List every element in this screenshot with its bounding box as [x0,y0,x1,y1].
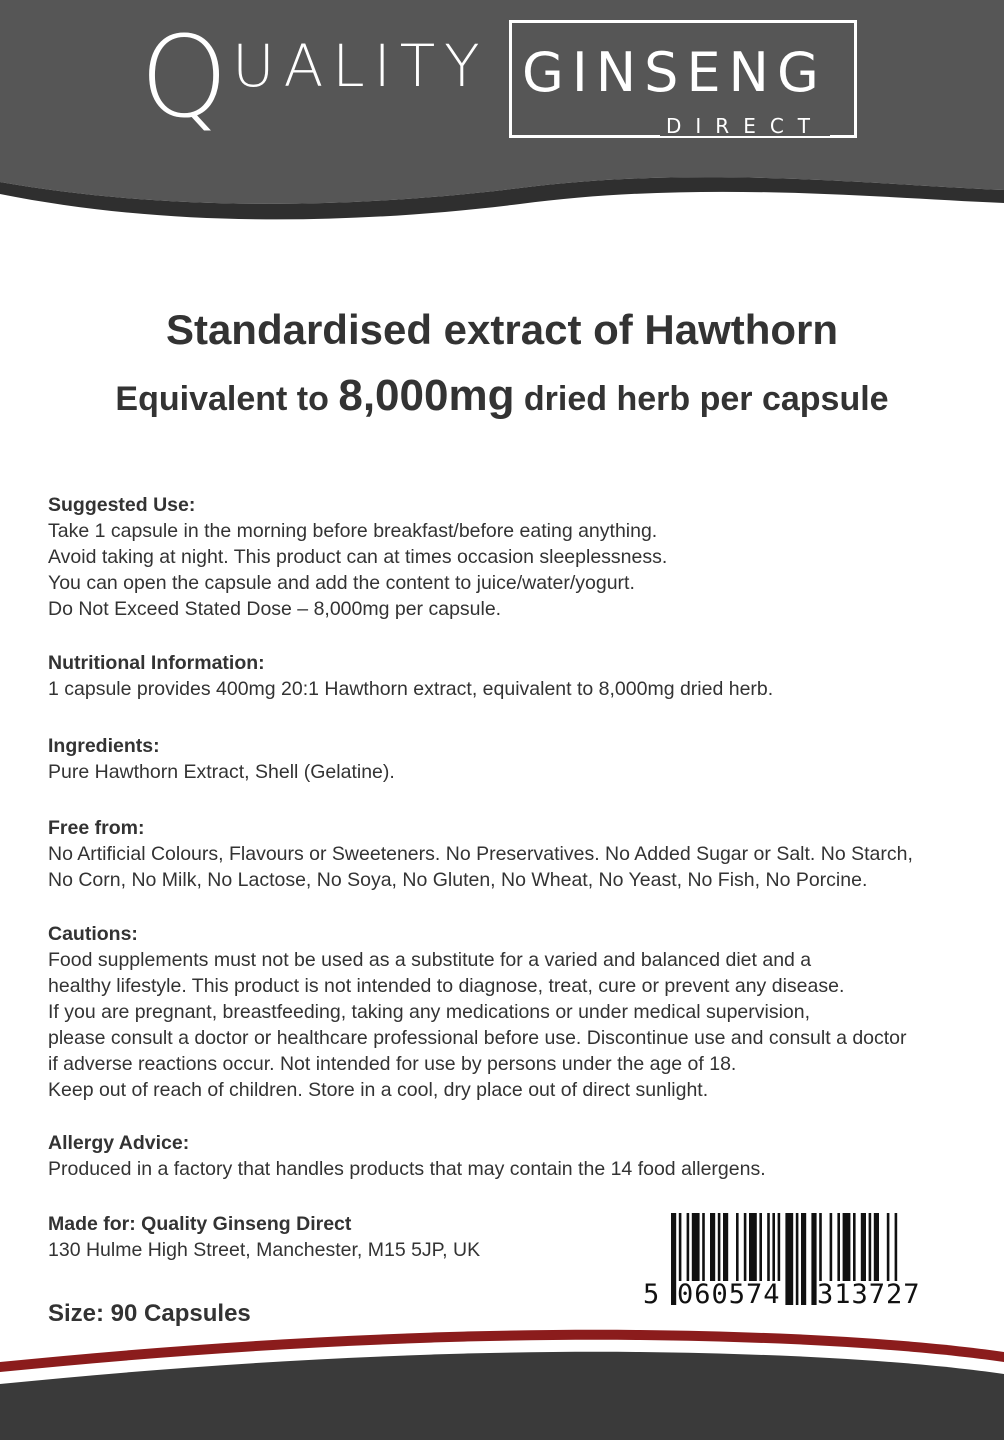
barcode-bar [811,1213,816,1305]
section-suggested-use [48,492,948,622]
suggested-use-line: Take 1 capsule in the morning before breakfast/before eating anything. [48,520,658,542]
barcode-digits-left: 060574 [677,1279,781,1310]
made-for-heading: Made for: Quality Ginseng Direct [48,1213,352,1235]
cautions-line: Keep out of reach of children. Store in a cool, dry place out of direct sunlight. [48,1079,709,1101]
free-from-line: No Artificial Colours, Flavours or Sweeteners. No Preservatives. No Added Sugar or Salt. No Starch, [48,843,913,865]
cautions-line: If you are pregnant, breastfeeding, taking any medications or under medical supervision, [48,1001,811,1023]
barcode-digit-first: 5 [643,1279,660,1310]
product-subtitle [0,371,1004,421]
subtitle-suffix: dried herb per capsule [514,380,889,418]
brand-logo-direct: DIRECT [660,116,830,136]
ingredients-heading: Ingredients: [48,735,160,757]
nutritional-line: 1 capsule provides 400mg 20:1 Hawthorn extract, equivalent to 8,000mg dried herb. [48,678,774,700]
subtitle-dose: 8,000mg [338,371,515,420]
cautions-line: if adverse reactions occur. Not intended for use by persons under the age of 18. [48,1053,737,1075]
section-allergy-advice [48,1130,948,1182]
cautions-line: please consult a doctor or healthcare professional before use. Discontinue use and consult a doctor [48,1027,907,1049]
logo-q-letter: Q [140,13,233,143]
suggested-use-heading: Suggested Use: [48,494,196,516]
section-nutritional-information [48,650,948,702]
allergy-line: Produced in a factory that handles products that may contain the 14 food allergens. [48,1158,766,1180]
cautions-heading: Cautions: [48,923,138,945]
ingredients-line: Pure Hawthorn Extract, Shell (Gelatine). [48,761,395,783]
free-from-line: No Corn, No Milk, No Lactose, No Soya, No Gluten, No Wheat, No Yeast, No Fish, No Porcine. [48,869,868,891]
barcode-digits-right: 313727 [817,1279,921,1310]
logo-quality-rest: UALITY [232,32,489,100]
suggested-use-line: Do Not Exceed Stated Dose – 8,000mg per capsule. [48,598,502,620]
free-from-heading: Free from: [48,817,145,839]
section-made-for [48,1211,628,1263]
section-ingredients [48,733,948,785]
nutritional-heading: Nutritional Information: [48,652,265,674]
barcode-bar [801,1213,806,1305]
barcode-bar [785,1213,793,1305]
cautions-line: Food supplements must not be used as a substitute for a varied and balanced diet and a [48,949,812,971]
section-free-from [48,815,948,893]
brand-logo-quality [140,13,489,143]
product-title: Standardised extract of Hawthorn [165,306,839,353]
subtitle-prefix: Equivalent to [115,380,339,418]
barcode-bar [671,1213,676,1305]
package-size: Size: 90 Capsules [48,1300,251,1327]
suggested-use-line: You can open the capsule and add the content to juice/water/yogurt. [48,572,635,594]
allergy-heading: Allergy Advice: [48,1132,190,1154]
barcode-bar [796,1213,799,1305]
brand-logo-ginseng: GINSENG [522,41,827,104]
suggested-use-line: Avoid taking at night. This product can at times occasion sleeplessness. [48,546,668,568]
section-cautions [48,921,948,1103]
manufacturer-address: 130 Hulme High Street, Manchester, M15 5JP, UK [48,1239,481,1261]
cautions-line: healthy lifestyle. This product is not intended to diagnose, treat, cure or prevent any disease. [48,975,845,997]
